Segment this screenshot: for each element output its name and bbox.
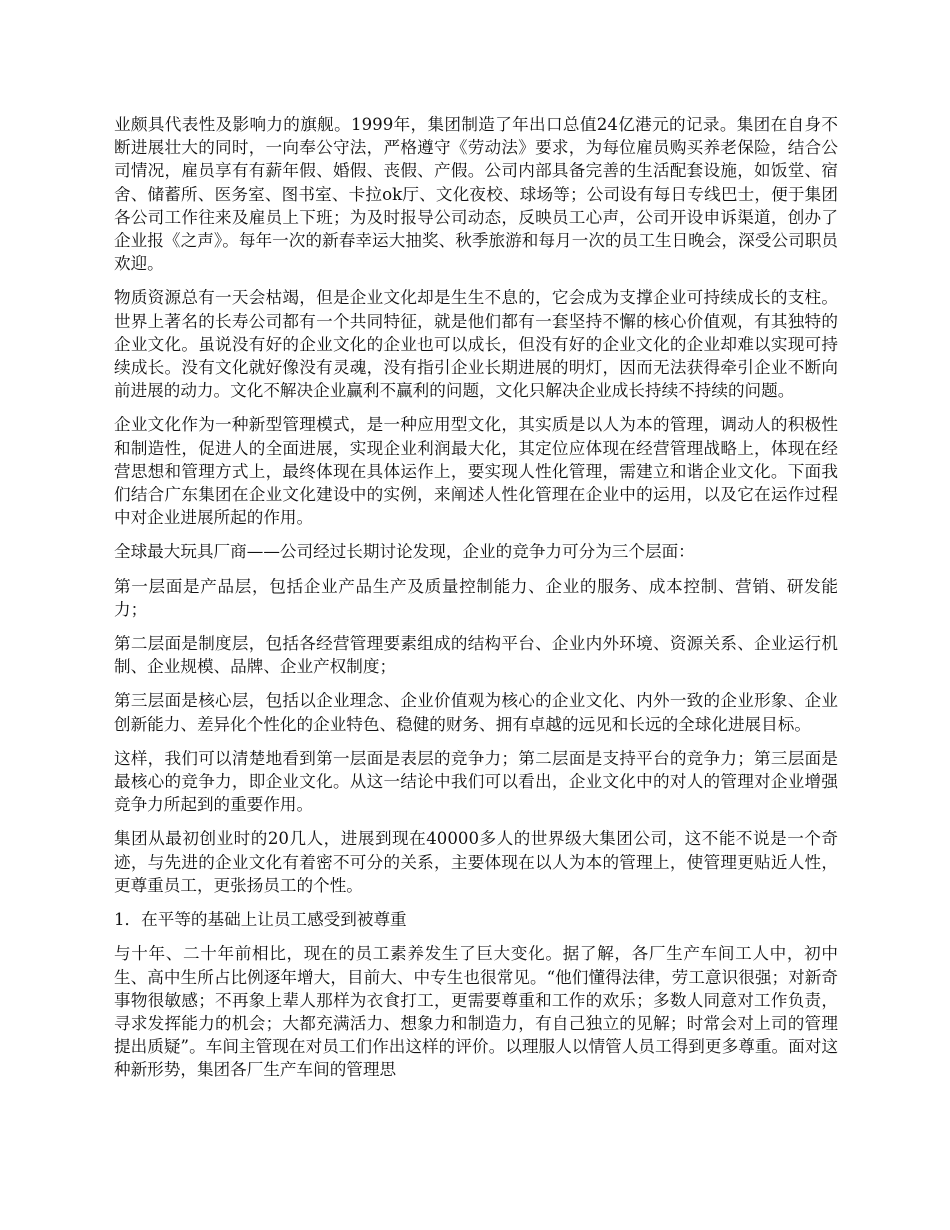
paragraph-competitiveness-intro: 全球最大玩具厂商——公司经过长期讨论发现，企业的竞争力可分为三个层面： <box>114 542 695 562</box>
paragraph-company-welfare: 业颇具代表性及影响力的旗舰。1999年，集团制造了年出口总值24亿港元的记录。集团在自身不断进展壮大的同时，一向奉公守法，严格遵守《劳动法》要求，为每位雇员购买养老保险，结合公司情况，雇员享有有薪年假、婚假、丧假、产假。公司内部具备完善的生活配套设施，如饭堂、宿舍、储蓄所、医务室、图书室、卡拉ok厅、文化夜校、球场等；公司设有每日专线巴士，便于集团各公司工作往来及雇员上下班；为及时报导公司动态，反映员工心声，公司开设申诉渠道，创办了企业报《之声》。每年一次的新春幸运大抽奖、秋季旅游和每月一次的员工生日晚会，深受公司职员欢迎。 <box>114 115 838 274</box>
document-body <box>114 113 838 1093</box>
paragraph-system-layer: 第二层面是制度层，包括各经营管理要素组成的结构平台、企业内外环境、资源关系、企业运行机制、企业规模、品牌、企业产权制度； <box>114 634 838 677</box>
paragraph-core-layer: 第三层面是核心层，包括以企业理念、企业价值观为核心的企业文化、内外一致的企业形象、企业创新能力、差异化个性化的企业特色、稳健的财务、拥有卓越的远见和长远的全球化进展目标。 <box>114 691 838 734</box>
section-heading-respect: 1．在平等的基础上让员工感受到被尊重 <box>114 910 407 930</box>
paragraph-management-model: 企业文化作为一种新型管理模式，是一种应用型文化，其实质是以人为本的管理，调动人的积极性和制造性，促进人的全面进展，实现企业利润最大化，其定位应体现在经营管理战略上，体现在经营思想和管理方式上，最终体现在具体运作上，要实现人性化管理，需建立和谐企业文化。下面我们结合广东集团在企业文化建设中的实例，来阐述人性化管理在企业中的运用，以及它在运作过程中对企业进展所起的作用。 <box>114 415 838 528</box>
paragraph-conclusion: 这样，我们可以清楚地看到第一层面是表层的竞争力；第二层面是支持平台的竞争力；第三层面是最核心的竞争力，即企业文化。从这一结论中我们可以看出，企业文化中的对人的管理对企业增强竞争力所起到的重要作用。 <box>114 748 838 815</box>
paragraph-group-growth: 集团从最初创业时的20几人，进展到现在40000多人的世界级大集团公司，这不能不说是一个奇迹，与先进的企业文化有着密不可分的关系，主要体现在以人为本的管理上，使管理更贴近人性，更尊重员工，更张扬员工的个性。 <box>114 829 838 895</box>
paragraph-culture-sustainability: 物质资源总有一天会枯竭，但是企业文化却是生生不息的，它会成为支撑企业可持续成长的支柱。世界上著名的长寿公司都有一个共同特征，就是他们都有一套坚持不懈的核心价值观，有其独特的企业文化。虽说没有好的企业文化的企业也可以成长，但没有好的企业文化的企业却难以实现可持续成长。没有文化就好像没有灵魂，没有指引企业长期进展的明灯，因而无法获得牵引企业不断向前进展的动力。文化不解决企业赢利不赢利的问题，文化只解决企业成长持续不持续的问题。 <box>114 288 838 401</box>
paragraph-employee-quality: 与十年、二十年前相比，现在的员工素养发生了巨大变化。据了解，各厂生产车间工人中，初中生、高中生所占比例逐年增大，目前大、中专生也很常见。“他们懂得法律，劳工意识很强；对新奇事物很敏感；不再象上辈人那样为衣食打工，更需要尊重和工作的欢乐；多数人同意对工作负责，寻求发挥能力的机会；大都充满活力、想象力和制造力，有自己独立的见解；时常会对上司的管理提出质疑”。车间主管现在对员工们作出这样的评价。以理服人以情管人员工得到更多尊重。面对这种新形势，集团各厂生产车间的管理思 <box>114 944 838 1080</box>
paragraph-product-layer: 第一层面是产品层，包括企业产品生产及质量控制能力、企业的服务、成本控制、营销、研发能力； <box>114 576 838 619</box>
